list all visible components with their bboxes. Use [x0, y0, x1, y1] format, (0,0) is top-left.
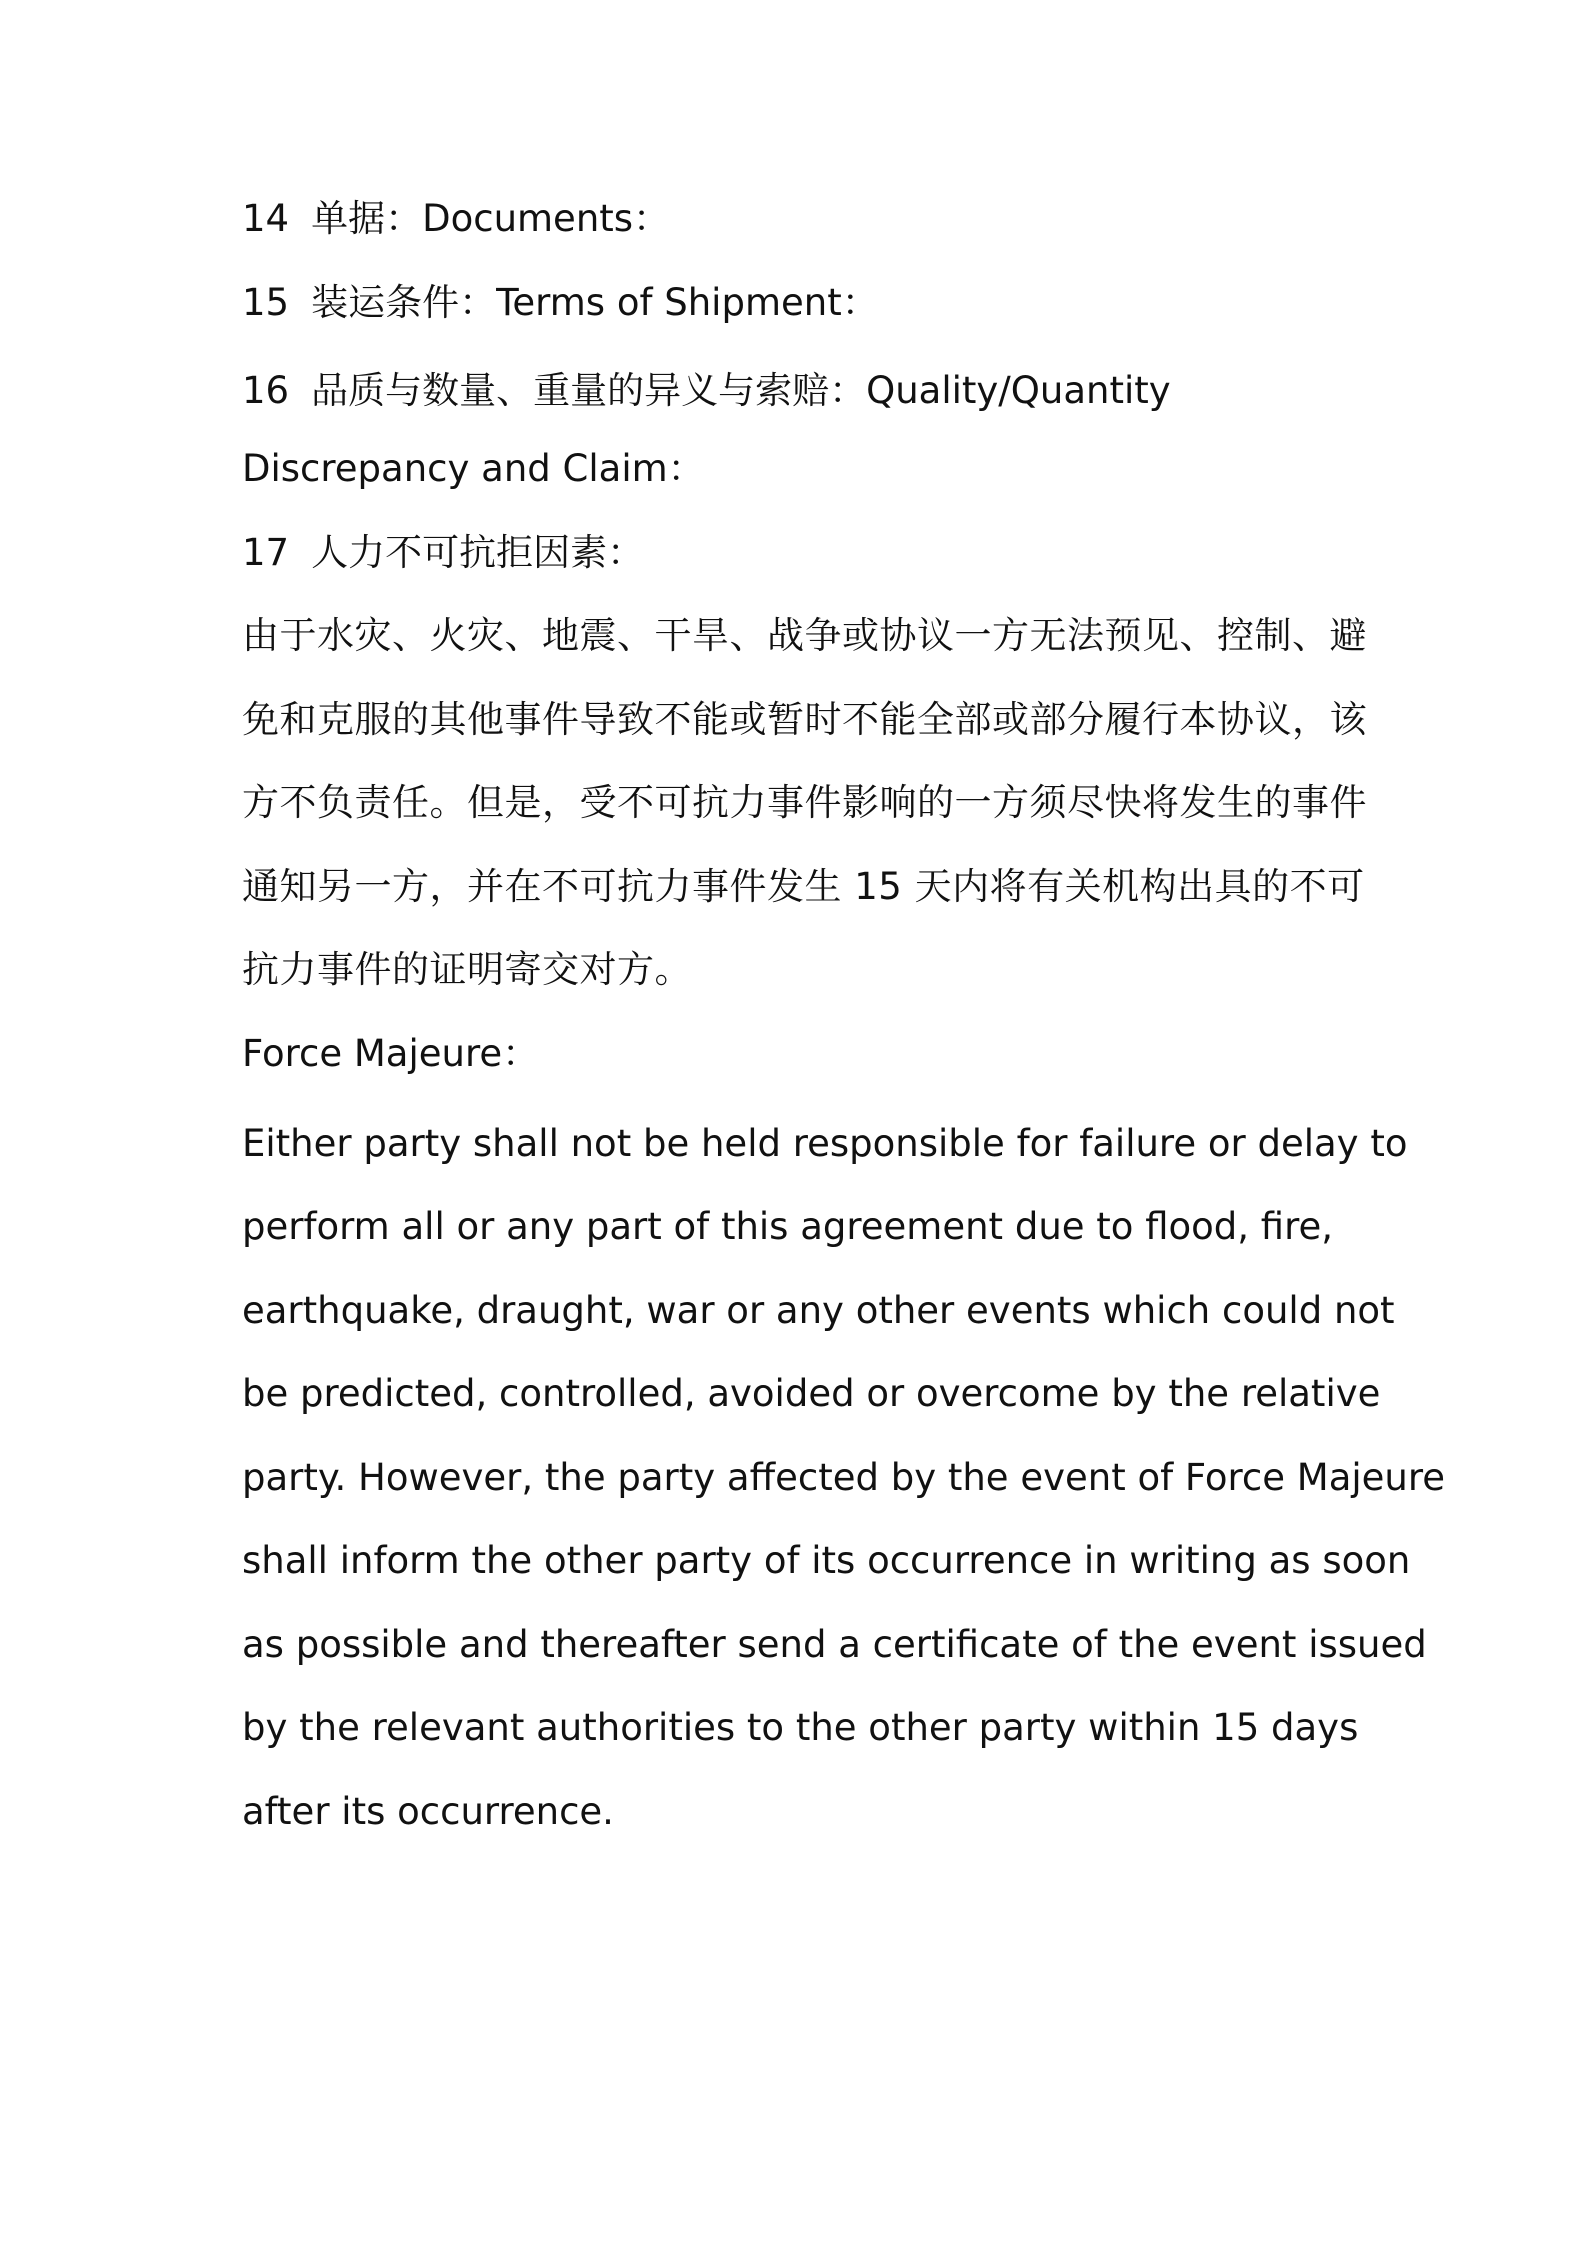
paragraph-line: as possible and thereafter send a certificate of the event issued — [242, 1622, 1427, 1666]
clause-label: 人力不可抗拒因素： — [311, 531, 645, 574]
paragraph-line: be predicted, controlled, avoided or overcome by the relative — [242, 1372, 1381, 1415]
clause-number: 17 — [242, 531, 290, 574]
chinese-paragraph — [242, 613, 1367, 1031]
clause-number: 16 — [242, 369, 290, 412]
clause-label: 装运条件：Terms of Shipment： — [311, 281, 879, 324]
paragraph-line: after its occurrence. — [242, 1789, 614, 1833]
clause-number: 15 — [242, 281, 290, 324]
paragraph-line: 抗力事件的证明寄交对方。 — [242, 948, 692, 991]
clause-15 — [242, 280, 1362, 368]
clause-label: 品质与数量、重量的异义与索赔：Quality/Quantity — [311, 369, 1171, 412]
clause-number: 14 — [242, 197, 290, 240]
paragraph-line: 由于水灾、火灾、地震、干旱、战争或协议一方无法预见、控制、避 — [242, 614, 1367, 657]
clause-17 — [242, 530, 1362, 613]
paragraph-line: party. However, the party affected by the event of Force Majeure — [242, 1455, 1446, 1499]
paragraph-line: 方不负责任。但是，受不可抗力事件影响的一方须尽快将发生的事件 — [242, 781, 1367, 824]
clause-16 — [242, 368, 1362, 446]
english-paragraph — [242, 1121, 1446, 1873]
paragraph-line: by the relevant authorities to the other party within 15 days — [242, 1706, 1359, 1749]
paragraph-line: earthquake, draught, war or any other events which could not — [242, 1288, 1395, 1332]
document-content — [242, 196, 1446, 1872]
force-majeure-heading: Force Majeure： — [242, 1031, 540, 1075]
paragraph-line: shall inform the other party of its occurrence in writing as soon — [242, 1539, 1411, 1582]
clause-14 — [242, 196, 1362, 280]
paragraph-line: Either party shall not be held responsible for failure or delay to — [242, 1121, 1408, 1165]
paragraph-line: perform all or any part of this agreement due to flood, fire, — [242, 1205, 1334, 1248]
clause-16-continuation: Discrepancy and Claim： — [242, 447, 705, 490]
clause-label: 单据：Documents： — [311, 197, 671, 240]
paragraph-line: 通知另一方，并在不可抗力事件发生 15 天内将有关机构出具的不可 — [242, 864, 1365, 908]
paragraph-line: 免和克服的其他事件导致不能或暂时不能全部或部分履行本协议，该 — [242, 697, 1367, 741]
